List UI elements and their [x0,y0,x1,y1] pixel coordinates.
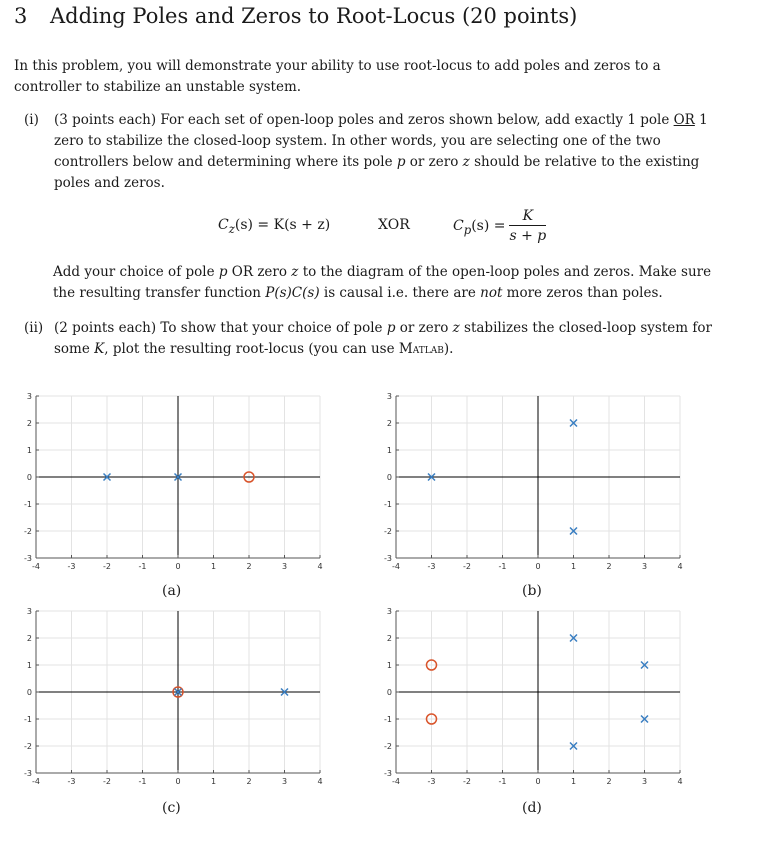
add-text-e: more zeros than poles. [502,285,663,301]
plot-a-xtick-label: -1 [138,562,147,571]
plot-c-svg [0,605,345,795]
add-z-var: z [291,264,299,280]
caption-a: (a) [162,583,182,599]
plot-b-xtick-label: 4 [677,562,683,571]
plot-b-ytick-label: 2 [386,419,392,428]
plot-c-ytick-label: 1 [26,661,32,670]
add-p-var: p [218,264,228,280]
part-ii-matlab: Matlab [398,341,444,357]
part-ii-text-b: or zero [395,320,453,336]
plot-d-ytick-label: 2 [386,634,392,643]
plot-b-ytick-label: -2 [384,527,392,536]
plot-b-xtick-label: -4 [392,562,400,571]
plot-b-ytick-label: 1 [386,446,392,455]
caption-b: (b) [522,583,542,599]
plot-d [360,605,705,795]
part-i-z-var: z [462,154,470,170]
section-number: 3 [14,4,28,28]
plot-d-xtick-label: 1 [570,777,577,786]
section-title: Adding Poles and Zeros to Root-Locus (20 points) [50,4,578,28]
plot-a-ytick-label: 2 [26,419,32,428]
plot-c-ytick-label: -2 [24,742,32,751]
plot-c-xtick-label: 3 [281,777,288,786]
plot-a [0,390,345,580]
plot-c-ytick-label: -1 [24,715,32,724]
plot-c-xtick-label: 4 [317,777,323,786]
part-i-text-c: or zero [405,154,463,170]
part-i-text [54,110,724,194]
plot-a-xtick-label: -4 [32,562,40,571]
plot-a-ytick-label: 0 [26,473,32,482]
plot-d-ytick-label: 3 [386,607,392,616]
plot-a-xtick-label: 3 [281,562,288,571]
add-text-d: is causal i.e. there are [319,285,481,301]
plot-d-ytick-label: -3 [384,769,392,778]
plot-b [360,390,705,580]
plot-a-ytick-label: 1 [26,446,32,455]
part-ii-text-a: (2 points each) To show that your choice of pole [54,320,387,336]
add-choice-paragraph [53,262,725,304]
cp-subscript: p [463,222,472,237]
plot-b-xtick-label: 3 [641,562,648,571]
plot-d-ytick-label: 1 [386,661,392,670]
cp-numerator: K [509,208,546,226]
plot-a-xtick-label: 2 [246,562,252,571]
part-ii-label: (ii) [24,320,44,336]
add-text-a: Add your choice of pole [53,264,219,280]
equation-pole-controller [453,208,546,244]
part-ii-text [54,318,724,360]
cz-symbol: C [218,217,229,233]
plot-d-ytick-label: -1 [384,715,392,724]
part-i-p-var: p [396,154,406,170]
part-i-or-word: OR [673,112,695,128]
plot-a-xtick-label: -2 [103,562,111,571]
part-ii-k-var: K [94,341,105,357]
plot-c-ytick-label: -3 [24,769,32,778]
cz-subscript: z [228,221,235,236]
plot-b-xtick-label: -2 [463,562,471,571]
plot-c-ytick-label: 0 [26,688,32,697]
equation-zero-controller [218,217,330,236]
add-not-word: not [480,285,503,301]
plot-a-ytick-label: -3 [24,554,32,563]
plot-a-xtick-label: 4 [317,562,323,571]
plot-b-xtick-label: 1 [570,562,577,571]
plot-d-ytick-label: -2 [384,742,392,751]
plot-d-xtick-label: -2 [463,777,471,786]
part-ii-text-d: , plot the resulting root-locus (you can use [104,341,399,357]
add-text-b: OR zero [227,264,292,280]
part-i-text-a: (3 points each) For each set of open-loop poles and zeros shown below, add exactly 1 pole [54,112,674,128]
plot-d-xtick-label: -4 [392,777,400,786]
plot-b-xtick-label: -1 [498,562,507,571]
plot-d-xtick-label: 4 [677,777,683,786]
plot-d-xtick-label: -1 [498,777,507,786]
part-ii-text-c: stabilizes the closed-loop system for some [54,320,712,357]
plot-c-xtick-label: -3 [67,777,76,786]
plot-d-svg [360,605,705,795]
equation-xor: XOR [378,217,410,233]
caption-c: (c) [162,800,181,816]
plot-c-ytick-label: 2 [26,634,32,643]
plot-b-ytick-label: 0 [386,473,392,482]
plot-b-ytick-label: -3 [384,554,392,563]
plot-c-xtick-label: -1 [138,777,147,786]
plot-b-ytick-label: 3 [386,392,392,401]
plot-a-xtick-label: 0 [175,562,181,571]
part-ii [24,318,724,360]
cp-mid: (s) = [471,218,506,234]
part-i [24,110,724,194]
cp-denominator: s + p [509,228,547,244]
plot-c-xtick-label: 2 [246,777,252,786]
plot-c-xtick-label: 1 [210,777,217,786]
plot-c-xtick-label: -2 [103,777,111,786]
caption-d: (d) [522,800,542,816]
cp-symbol: C [453,218,464,234]
part-ii-text-e: ). [443,341,454,357]
part-i-text-b: 1 zero to stabilize the closed-loop system. In other words, you are selecting one of the two controllers below and determining where its pole [54,112,708,170]
plot-a-xtick-label: 1 [210,562,217,571]
plot-b-svg [360,390,705,580]
plot-d-xtick-label: 0 [535,777,541,786]
plot-a-ytick-label: -1 [24,500,32,509]
plot-a-ytick-label: -2 [24,527,32,536]
plot-b-xtick-label: 2 [606,562,612,571]
plot-a-svg [0,390,345,580]
plot-b-ytick-label: -1 [384,500,392,509]
plot-c-ytick-label: 3 [26,607,32,616]
plot-b-xtick-label: 0 [535,562,541,571]
cp-fraction [509,208,546,244]
plot-a-ytick-label: 3 [26,392,32,401]
add-transfer-function: P(s)C(s) [265,285,320,301]
plot-d-xtick-label: 3 [641,777,648,786]
plot-d-ytick-label: 0 [386,688,392,697]
cz-rhs: (s) = K(s + z) [234,217,331,233]
plot-c-xtick-label: -4 [32,777,40,786]
plot-d-xtick-label: 2 [606,777,612,786]
part-ii-p-var: p [386,320,396,336]
plot-c [0,605,345,795]
part-ii-z-var: z [452,320,460,336]
plot-b-xtick-label: -3 [427,562,436,571]
intro-paragraph: In this problem, you will demonstrate your ability to use root-locus to add poles and zeros to a controller to stabilize an unstable system. [14,58,661,95]
section-heading [14,4,577,28]
plot-a-xtick-label: -3 [67,562,76,571]
plot-d-xtick-label: -3 [427,777,436,786]
add-text-c: to the diagram of the open-loop poles and zeros. Make sure the resulting transfer function [53,264,712,301]
part-i-label: (i) [24,112,39,128]
plot-c-xtick-label: 0 [175,777,181,786]
part-i-text-d: should be relative to the existing poles and zeros. [54,154,700,191]
